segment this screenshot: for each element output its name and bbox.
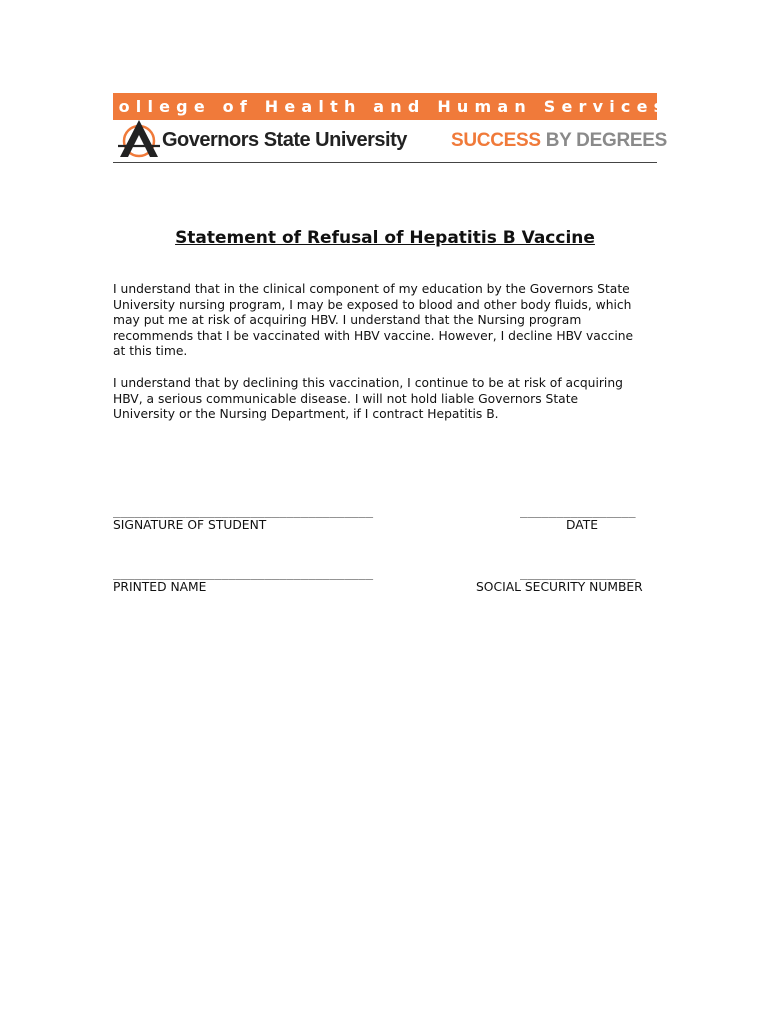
document-title: Statement of Refusal of Hepatitis B Vaccine [175, 228, 595, 248]
college-banner [100, 93, 670, 120]
ssn-line: ________________ [520, 566, 636, 580]
tagline-by-degrees: BY DEGREES [545, 130, 667, 151]
paragraph-1: I understand that in the clinical component of my education by the Governors State University nursing program, I may be exposed to blood and other body fluids, which may put me at risk of acquiring HBV. I understand that the Nursing program recommends that I be vaccinated with HBV vaccine. However, I decline HBV vaccine at this time. [113, 282, 634, 359]
printed-name-label: PRINTED NAME [113, 580, 207, 594]
signature-line: ____________________________________ [113, 504, 374, 518]
date-label: DATE [566, 518, 598, 532]
university-logo-row [113, 120, 667, 163]
college-name: College of Health and Human Services [100, 97, 670, 116]
signature-label: SIGNATURE OF STUDENT [113, 518, 267, 532]
tagline [451, 130, 667, 152]
paragraph-2: I understand that by declining this vaccination, I continue to be at risk of acquiring HBV, a serious communicable disease. I will not hold liable Governors State University or the Nursing Department, if I contract Hepatitis B. [113, 376, 623, 422]
letterhead [100, 93, 670, 164]
ssn-label: SOCIAL SECURITY NUMBER [476, 580, 643, 594]
gsu-delta-logo-icon [116, 116, 162, 162]
university-name: Governors State University [162, 129, 407, 151]
date-line: ________________ [520, 504, 636, 518]
printed-name-line: ____________________________________ [113, 566, 374, 580]
tagline-success: SUCCESS [451, 130, 541, 151]
